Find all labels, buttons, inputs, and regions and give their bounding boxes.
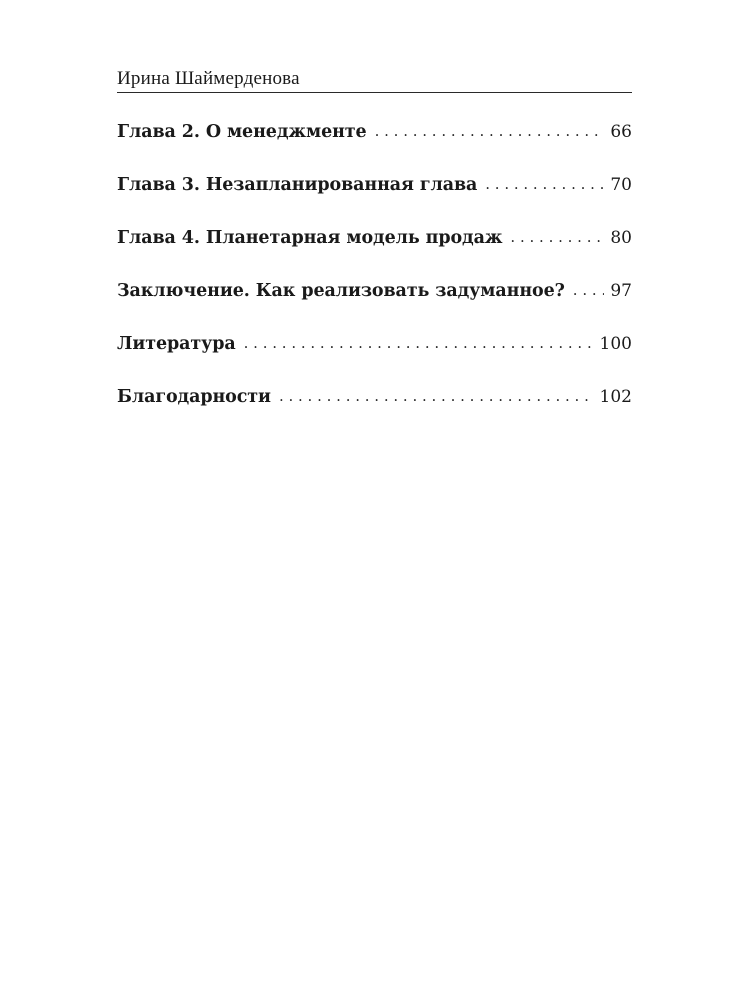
dot-leader <box>375 117 605 145</box>
book-page <box>117 0 632 1000</box>
toc-entry-literature <box>117 330 632 383</box>
table-of-contents <box>117 118 632 436</box>
toc-entry-title: Литература <box>117 334 236 354</box>
toc-entry-page: 100 <box>599 334 632 354</box>
toc-entry-title: Глава 4. Планетарная модель продаж <box>117 228 503 248</box>
dot-leader <box>244 329 594 357</box>
toc-entry-title: Благодарности <box>117 387 271 407</box>
running-header <box>117 66 632 93</box>
toc-entry-page: 102 <box>599 387 632 407</box>
toc-entry-chapter-2 <box>117 118 632 171</box>
toc-entry-page: 97 <box>610 281 632 301</box>
dot-leader <box>279 382 594 410</box>
dot-leader <box>485 170 604 198</box>
toc-entry-acknowledgements <box>117 383 632 436</box>
toc-entry-page: 66 <box>610 122 632 142</box>
dot-leader <box>510 223 604 251</box>
toc-entry-conclusion <box>117 277 632 330</box>
toc-entry-title: Глава 3. Незапланированная глава <box>117 175 478 195</box>
dot-leader <box>573 276 605 304</box>
toc-entry-chapter-4 <box>117 224 632 277</box>
toc-entry-title: Заключение. Как реализовать задуманное? <box>117 281 565 301</box>
toc-entry-page: 80 <box>610 228 632 248</box>
author-name: Ирина Шаймерденова <box>117 68 300 89</box>
toc-entry-chapter-3 <box>117 171 632 224</box>
toc-entry-page: 70 <box>610 175 632 195</box>
toc-entry-title: Глава 2. О менеджменте <box>117 122 367 142</box>
